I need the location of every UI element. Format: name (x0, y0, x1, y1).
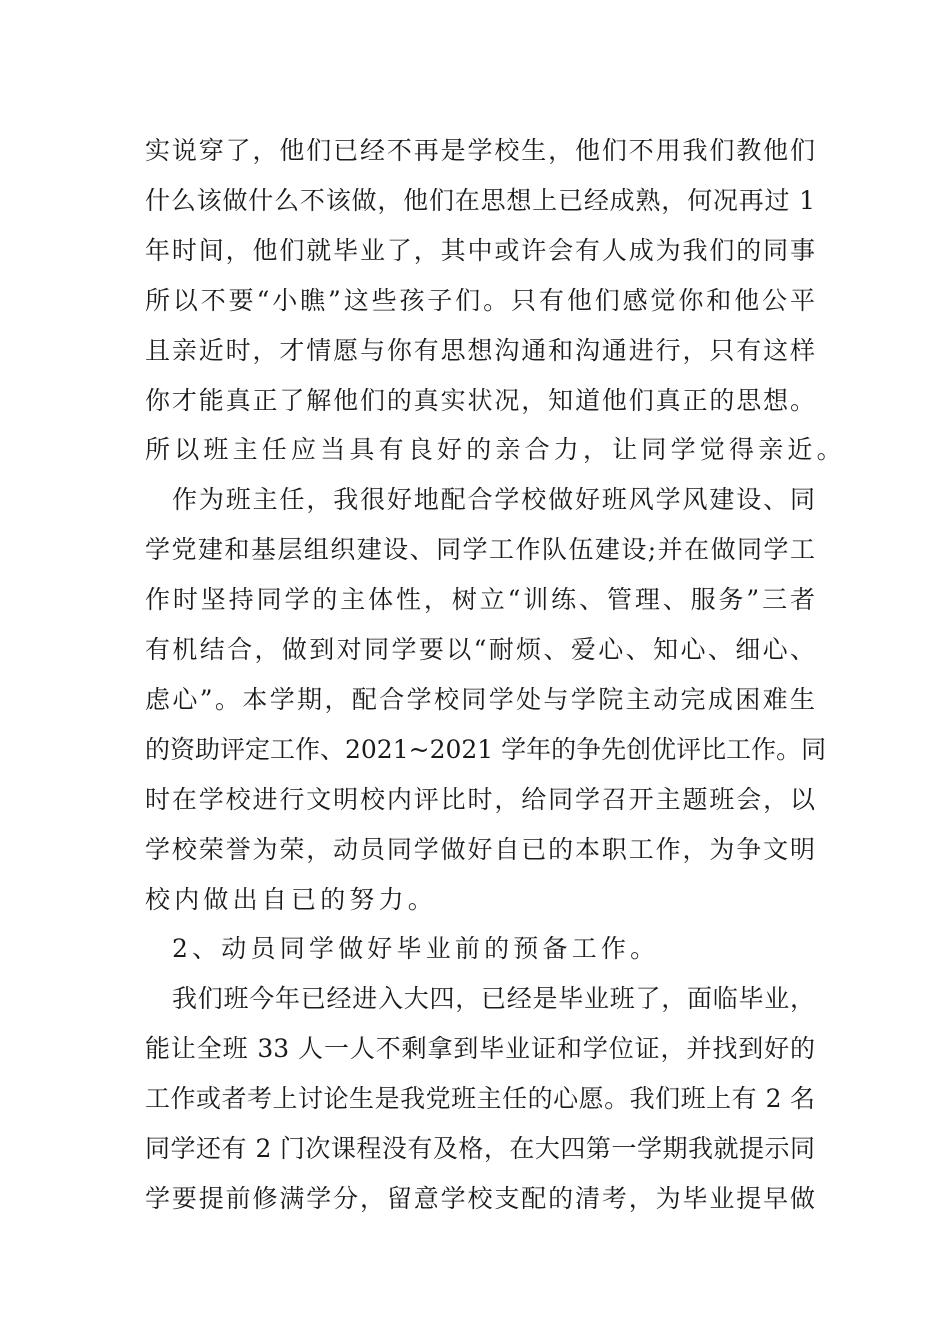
text-line: 所以不要“小瞧”这些孩子们。只有他们感觉你和他公平 (145, 286, 815, 315)
text-line: 实说穿了，他们已经不再是学校生，他们不用我们教他们 (145, 136, 815, 165)
text-line: 的资助评定工作、2021~2021 学年的争先创优评比工作。同 (145, 735, 827, 764)
text-line: 学党建和基层组织建设、同学工作队伍建设;并在做同学工 (145, 535, 815, 564)
text-line: 年时间，他们就毕业了，其中或许会有人成为我们的同事 (145, 236, 815, 265)
paragraph-start-line: 作为班主任，我很好地配合学校做好班风学风建设、同 (172, 485, 815, 514)
text-line: 什么该做什么不该做，他们在思想上已经成熟，何况再过 1 (145, 186, 815, 215)
text-line: 有机结合，做到对同学要以“耐烦、爱心、知心、细心、 (145, 635, 815, 664)
text-line: 学要提前修满学分，留意学校支配的清考，为毕业提早做 (145, 1184, 815, 1213)
text-line: 所以班主任应当具有良好的亲合力，让同学觉得亲近。 (145, 435, 846, 464)
text-line: 且亲近时，才情愿与你有思想沟通和沟通进行，只有这样 (145, 336, 815, 365)
text-line: 时在学校进行文明校内评比时，给同学召开主题班会，以 (145, 785, 815, 814)
text-line: 学校荣誉为荣，动员同学做好自已的本职工作，为争文明 (145, 835, 815, 864)
text-line: 工作或者考上讨论生是我党班主任的心愿。我们班上有 2 名 (145, 1084, 815, 1113)
text-line: 你才能真正了解他们的真实状况，知道他们真正的思想。 (145, 386, 815, 415)
section-heading: 2、动员同学做好毕业前的预备工作。 (172, 934, 660, 963)
text-line: 同学还有 2 门次课程没有及格，在大四第一学期我就提示同 (145, 1134, 815, 1163)
text-line: 校内做出自已的努力。 (145, 885, 438, 914)
text-line: 虑心”。本学期，配合学校同学处与学院主动完成困难生 (145, 685, 815, 714)
paragraph-start-line: 我们班今年已经进入大四，已经是毕业班了，面临毕业， (172, 984, 815, 1013)
text-line: 能让全班 33 人一人不剩拿到毕业证和学位证，并找到好的 (145, 1034, 815, 1063)
text-line: 作时坚持同学的主体性，树立“训练、管理、服务”三者 (145, 585, 815, 614)
